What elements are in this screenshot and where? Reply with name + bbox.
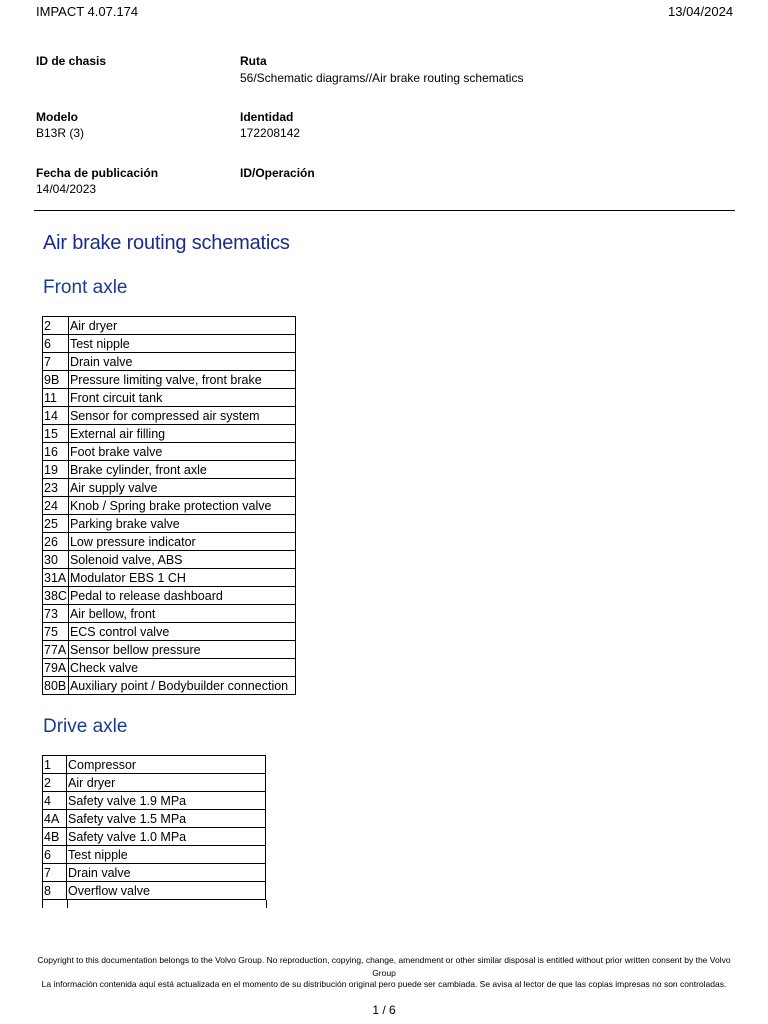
part-description-cell: Knob / Spring brake protection valve bbox=[68, 497, 295, 515]
table-row bbox=[43, 425, 296, 443]
table-row bbox=[43, 479, 296, 497]
table-row bbox=[43, 641, 296, 659]
part-number-cell: 30 bbox=[43, 551, 69, 569]
table-row bbox=[43, 677, 296, 695]
chassis-id-label: ID de chasis bbox=[36, 54, 107, 68]
table-continuation-line bbox=[266, 900, 267, 908]
part-number-cell: 8 bbox=[43, 882, 67, 900]
route-label: Ruta bbox=[240, 54, 267, 68]
table-row bbox=[43, 335, 296, 353]
part-description-cell: Low pressure indicator bbox=[68, 533, 295, 551]
table-continuation-line bbox=[67, 900, 68, 908]
part-description-cell: Compressor bbox=[67, 756, 266, 774]
part-number-cell: 75 bbox=[43, 623, 69, 641]
table-row bbox=[43, 371, 296, 389]
table-row bbox=[43, 587, 296, 605]
table-row bbox=[43, 533, 296, 551]
table-row bbox=[43, 882, 266, 900]
part-number-cell: 6 bbox=[43, 335, 69, 353]
part-description-cell: Safety valve 1.9 MPa bbox=[67, 792, 266, 810]
part-number-cell: 26 bbox=[43, 533, 69, 551]
part-number-cell: 15 bbox=[43, 425, 69, 443]
table-row bbox=[43, 443, 296, 461]
table-row bbox=[43, 846, 266, 864]
part-description-cell: Parking brake valve bbox=[68, 515, 295, 533]
part-number-cell: 25 bbox=[43, 515, 69, 533]
table-row bbox=[43, 828, 266, 846]
part-description-cell: Solenoid valve, ABS bbox=[68, 551, 295, 569]
part-description-cell: Air bellow, front bbox=[68, 605, 295, 623]
page-number: 1 / 6 bbox=[372, 1003, 396, 1017]
part-number-cell: 2 bbox=[43, 317, 69, 335]
part-number-cell: 7 bbox=[43, 864, 67, 882]
part-description-cell: Brake cylinder, front axle bbox=[68, 461, 295, 479]
part-number-cell: 77A bbox=[43, 641, 69, 659]
part-number-cell: 24 bbox=[43, 497, 69, 515]
table-continuation-line bbox=[42, 900, 43, 908]
part-number-cell: 16 bbox=[43, 443, 69, 461]
part-number-cell: 7 bbox=[43, 353, 69, 371]
part-number-cell: 1 bbox=[43, 756, 67, 774]
part-description-cell: Air supply valve bbox=[68, 479, 295, 497]
part-number-cell: 80B bbox=[43, 677, 69, 695]
part-number-cell: 14 bbox=[43, 407, 69, 425]
table-row bbox=[43, 353, 296, 371]
table-row bbox=[43, 774, 266, 792]
part-description-cell: Test nipple bbox=[67, 846, 266, 864]
print-date: 13/04/2024 bbox=[668, 4, 734, 19]
model-value: B13R (3) bbox=[36, 126, 85, 140]
part-description-cell: Foot brake valve bbox=[68, 443, 295, 461]
front-axle-table bbox=[42, 316, 296, 695]
part-number-cell: 11 bbox=[43, 389, 69, 407]
part-number-cell: 23 bbox=[43, 479, 69, 497]
part-description-cell: Front circuit tank bbox=[68, 389, 295, 407]
part-description-cell: Overflow valve bbox=[67, 882, 266, 900]
part-description-cell: Safety valve 1.5 MPa bbox=[67, 810, 266, 828]
part-number-cell: 6 bbox=[43, 846, 67, 864]
app-version: IMPACT 4.07.174 bbox=[36, 4, 139, 19]
part-description-cell: Drain valve bbox=[67, 864, 266, 882]
table-row bbox=[43, 497, 296, 515]
part-description-cell: Modulator EBS 1 CH bbox=[68, 569, 295, 587]
part-description-cell: Air dryer bbox=[68, 317, 295, 335]
table-row bbox=[43, 605, 296, 623]
part-number-cell: 4B bbox=[43, 828, 67, 846]
part-description-cell: Test nipple bbox=[68, 335, 295, 353]
part-number-cell: 2 bbox=[43, 774, 67, 792]
part-description-cell: Check valve bbox=[68, 659, 295, 677]
document-title: Air brake routing schematics bbox=[43, 232, 290, 254]
part-number-cell: 31A bbox=[43, 569, 69, 587]
part-description-cell: Air dryer bbox=[67, 774, 266, 792]
part-description-cell: External air filling bbox=[68, 425, 295, 443]
copyright-notice: Copyright to this documentation belongs to the Volvo Group. No reproduction, copying, change, amendment or other similar disposal is entitled without prior written consent by the Volvo Group bbox=[37, 955, 731, 978]
identity-label: Identidad bbox=[240, 110, 294, 124]
table-row bbox=[43, 461, 296, 479]
section-title-drive-axle: Drive axle bbox=[43, 716, 128, 737]
section-title-front-axle: Front axle bbox=[43, 277, 128, 298]
table-row bbox=[43, 623, 296, 641]
part-description-cell: Safety valve 1.0 MPa bbox=[67, 828, 266, 846]
part-description-cell: Pedal to release dashboard bbox=[68, 587, 295, 605]
table-row bbox=[43, 864, 266, 882]
part-number-cell: 38C bbox=[44, 588, 67, 603]
publication-date-label: Fecha de publicación bbox=[36, 166, 159, 180]
distribution-notice: La información contenida aquí está actualizada en el momento de su distribución original pero puede ser cambiada. Se avisa al lector de que las copias impresas no son controladas. bbox=[41, 979, 727, 989]
drive-axle-table bbox=[42, 755, 266, 900]
part-number-cell: 4A bbox=[43, 810, 67, 828]
part-description-cell: ECS control valve bbox=[68, 623, 295, 641]
part-description-cell: Pressure limiting valve, front brake bbox=[68, 371, 295, 389]
part-number-cell: 9B bbox=[43, 371, 69, 389]
identity-value: 172208142 bbox=[240, 126, 301, 140]
part-number-cell: 73 bbox=[43, 605, 69, 623]
part-number-cell: 79A bbox=[43, 659, 69, 677]
model-label: Modelo bbox=[36, 110, 78, 124]
table-row bbox=[43, 659, 296, 677]
header-divider bbox=[34, 210, 735, 211]
part-description-cell: Sensor bellow pressure bbox=[68, 641, 295, 659]
table-row bbox=[43, 810, 266, 828]
table-row bbox=[43, 317, 296, 335]
part-description-cell: Drain valve bbox=[68, 353, 295, 371]
part-number-cell: 4 bbox=[43, 792, 67, 810]
route-value: 56/Schematic diagrams//Air brake routing schematics bbox=[240, 71, 524, 85]
part-number-cell: 19 bbox=[43, 461, 69, 479]
part-description-cell: Sensor for compressed air system bbox=[68, 407, 295, 425]
table-row bbox=[43, 407, 296, 425]
table-row bbox=[43, 792, 266, 810]
part-description-cell: Auxiliary point / Bodybuilder connection bbox=[68, 677, 295, 695]
publication-date-value: 14/04/2023 bbox=[36, 182, 97, 196]
table-row bbox=[43, 389, 296, 407]
operation-id-label: ID/Operación bbox=[240, 166, 315, 180]
table-row bbox=[43, 569, 296, 587]
table-row bbox=[43, 756, 266, 774]
table-row bbox=[43, 515, 296, 533]
table-row bbox=[43, 551, 296, 569]
